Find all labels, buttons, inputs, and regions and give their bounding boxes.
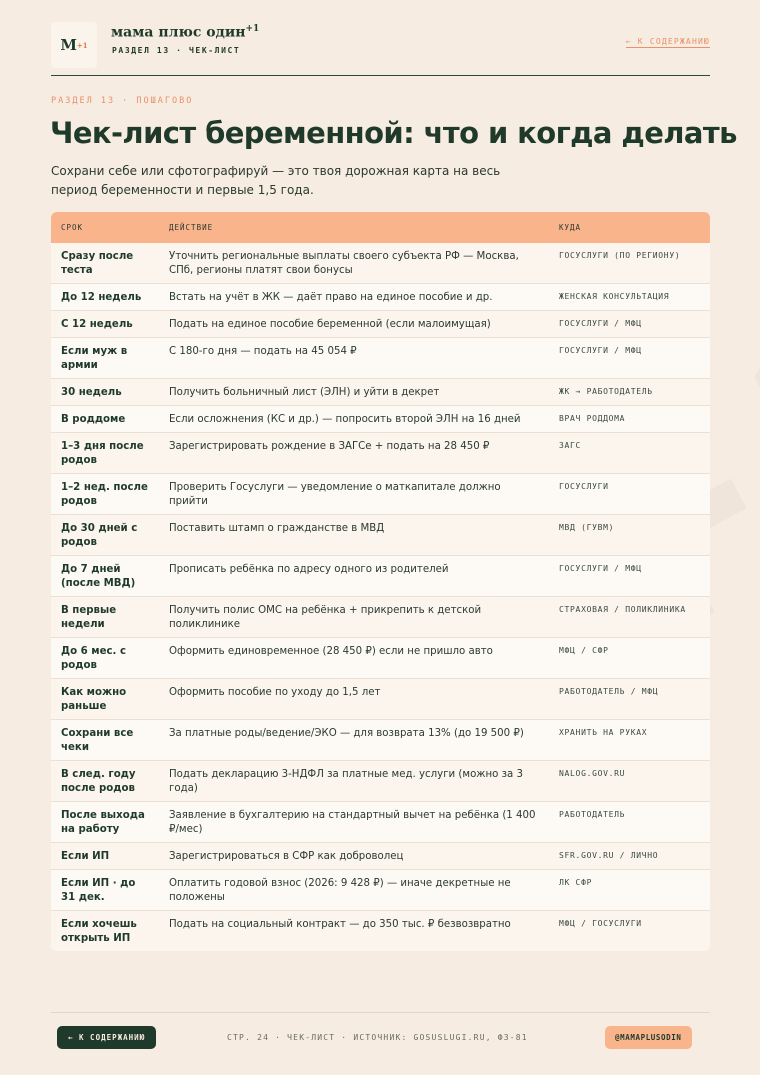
table-row xyxy=(51,638,710,679)
table-row xyxy=(51,802,710,843)
row-action: Уточнить региональные выплаты своего субъекта РФ — Москва, СПб, регионы платят свои бонусы xyxy=(159,243,549,284)
row-action: За платные роды/ведение/ЭКО — для возврата 13% (до 19 500 ₽) xyxy=(159,720,549,761)
logo-sup: +1 xyxy=(76,40,88,50)
row-term: До 6 мес. с родов xyxy=(51,638,159,679)
row-action: Оплатить годовой взнос (2026: 9 428 ₽) — иначе декретные не положены xyxy=(159,870,549,911)
row-where: ХРАНИТЬ НА РУКАХ xyxy=(549,720,710,761)
table-row xyxy=(51,597,710,638)
row-where: ГОСУСЛУГИ xyxy=(549,474,710,515)
footer-info: СТР. 24 · ЧЕК-ЛИСТ · ИСТОЧНИК: GOSUSLUGI.RU, ФЗ-81 xyxy=(227,1033,528,1042)
row-where: МФЦ / ГОСУСЛУГИ xyxy=(549,911,710,952)
row-where: РАБОТОДАТЕЛЬ / МФЦ xyxy=(549,679,710,720)
row-term: В роддоме xyxy=(51,406,159,433)
row-action: Подать на социальный контракт — до 350 тыс. ₽ безвозвратно xyxy=(159,911,549,952)
column-header-term: СРОК xyxy=(51,212,159,243)
row-where: NALOG.GOV.RU xyxy=(549,761,710,802)
table-row xyxy=(51,720,710,761)
row-action: Оформить пособие по уходу до 1,5 лет xyxy=(159,679,549,720)
row-term: 1–3 дня после родов xyxy=(51,433,159,474)
row-action: Зарегистрироваться в СФР как доброволец xyxy=(159,843,549,870)
row-term: До 7 дней (после МВД) xyxy=(51,556,159,597)
row-action: Прописать ребёнка по адресу одного из родителей xyxy=(159,556,549,597)
table-row xyxy=(51,556,710,597)
table-row xyxy=(51,843,710,870)
row-where: РАБОТОДАТЕЛЬ xyxy=(549,802,710,843)
row-where: МВД (ГУВМ) xyxy=(549,515,710,556)
row-where: ЖЕНСКАЯ КОНСУЛЬТАЦИЯ xyxy=(549,284,710,311)
table-row xyxy=(51,679,710,720)
section-label: РАЗДЕЛ 13 · ЧЕК-ЛИСТ xyxy=(112,46,241,55)
table-header-row xyxy=(51,212,710,243)
logo xyxy=(51,22,97,68)
row-term: Если хочешь открыть ИП xyxy=(51,911,159,952)
row-term: В первые недели xyxy=(51,597,159,638)
table-row xyxy=(51,338,710,379)
row-where: ЖК → РАБОТОДАТЕЛЬ xyxy=(549,379,710,406)
row-term: Если ИП xyxy=(51,843,159,870)
footer-divider xyxy=(51,1012,710,1013)
row-where: ВРАЧ РОДДОМА xyxy=(549,406,710,433)
row-term: До 30 дней с родов xyxy=(51,515,159,556)
row-where: ГОСУСЛУГИ / МФЦ xyxy=(549,556,710,597)
column-header-action: ДЕЙСТВИЕ xyxy=(159,212,549,243)
back-to-contents-button[interactable]: ← К СОДЕРЖАНИЮ xyxy=(57,1026,156,1049)
table-row xyxy=(51,515,710,556)
row-term: Как можно раньше xyxy=(51,679,159,720)
row-term: Если муж в армии xyxy=(51,338,159,379)
row-where: СТРАХОВАЯ / ПОЛИКЛИНИКА xyxy=(549,597,710,638)
row-term: 1–2 нед. после родов xyxy=(51,474,159,515)
checklist-table xyxy=(51,212,710,951)
table-row xyxy=(51,474,710,515)
table-row xyxy=(51,761,710,802)
row-action: С 180-го дня — подать на 45 054 ₽ xyxy=(159,338,549,379)
row-where: МФЦ / СФР xyxy=(549,638,710,679)
row-action: Заявление в бухгалтерию на стандартный вычет на ребёнка (1 400 ₽/мес) xyxy=(159,802,549,843)
row-term: Сразу после теста xyxy=(51,243,159,284)
table-row xyxy=(51,311,710,338)
table-row xyxy=(51,911,710,952)
row-where: ГОСУСЛУГИ (ПО РЕГИОНУ) xyxy=(549,243,710,284)
column-header-where: КУДА xyxy=(549,212,710,243)
row-action: Зарегистрировать рождение в ЗАГСе + подать на 28 450 ₽ xyxy=(159,433,549,474)
page-header xyxy=(51,20,710,76)
row-action: Встать на учёт в ЖК — даёт право на единое пособие и др. xyxy=(159,284,549,311)
logo-letter: М xyxy=(60,36,77,54)
brand-text: мама плюс один xyxy=(111,24,246,41)
row-where: ГОСУСЛУГИ / МФЦ xyxy=(549,311,710,338)
row-action: Проверить Госуслуги — уведомление о маткапитале должно прийти xyxy=(159,474,549,515)
row-term: С 12 недель xyxy=(51,311,159,338)
row-action: Подать на единое пособие беременной (если малоимущая) xyxy=(159,311,549,338)
row-action: Поставить штамп о гражданстве в МВД xyxy=(159,515,549,556)
row-term: После выхода на работу xyxy=(51,802,159,843)
row-term: В след. году после родов xyxy=(51,761,159,802)
row-where: ГОСУСЛУГИ / МФЦ xyxy=(549,338,710,379)
row-where: ЗАГС xyxy=(549,433,710,474)
table-row xyxy=(51,379,710,406)
row-term: Сохрани все чеки xyxy=(51,720,159,761)
section-kicker: РАЗДЕЛ 13 · ПОШАГОВО xyxy=(51,96,194,106)
table-row xyxy=(51,406,710,433)
back-to-contents-link[interactable]: ← К СОДЕРЖАНИЮ xyxy=(625,37,710,46)
page-title: Чек-лист беременной: что и когда делать xyxy=(50,116,737,150)
row-where: ЛК СФР xyxy=(549,870,710,911)
row-action: Подать декларацию 3-НДФЛ за платные мед. услуги (можно за 3 года) xyxy=(159,761,549,802)
row-action: Получить больничный лист (ЭЛН) и уйти в декрет xyxy=(159,379,549,406)
page-subtitle: Сохрани себе или сфотографируй — это твоя дорожная карта на весь период беременности и первые 1,5 года. xyxy=(51,164,501,197)
row-where: SFR.GOV.RU / ЛИЧНО xyxy=(549,843,710,870)
table-row xyxy=(51,870,710,911)
row-term: До 12 недель xyxy=(51,284,159,311)
table-row xyxy=(51,284,710,311)
row-term: 30 недель xyxy=(51,379,159,406)
table-row xyxy=(51,433,710,474)
row-term: Если ИП · до 31 дек. xyxy=(51,870,159,911)
brand-sup: +1 xyxy=(245,24,260,34)
row-action: Получить полис ОМС на ребёнка + прикрепить к детской поликлинике xyxy=(159,597,549,638)
social-handle-badge: @MAMAPLUSODIN xyxy=(605,1026,692,1049)
brand-name xyxy=(111,24,259,41)
table-row xyxy=(51,243,710,284)
row-action: Оформить единовременное (28 450 ₽) если не пришло авто xyxy=(159,638,549,679)
row-action: Если осложнения (КС и др.) — попросить второй ЭЛН на 16 дней xyxy=(159,406,549,433)
